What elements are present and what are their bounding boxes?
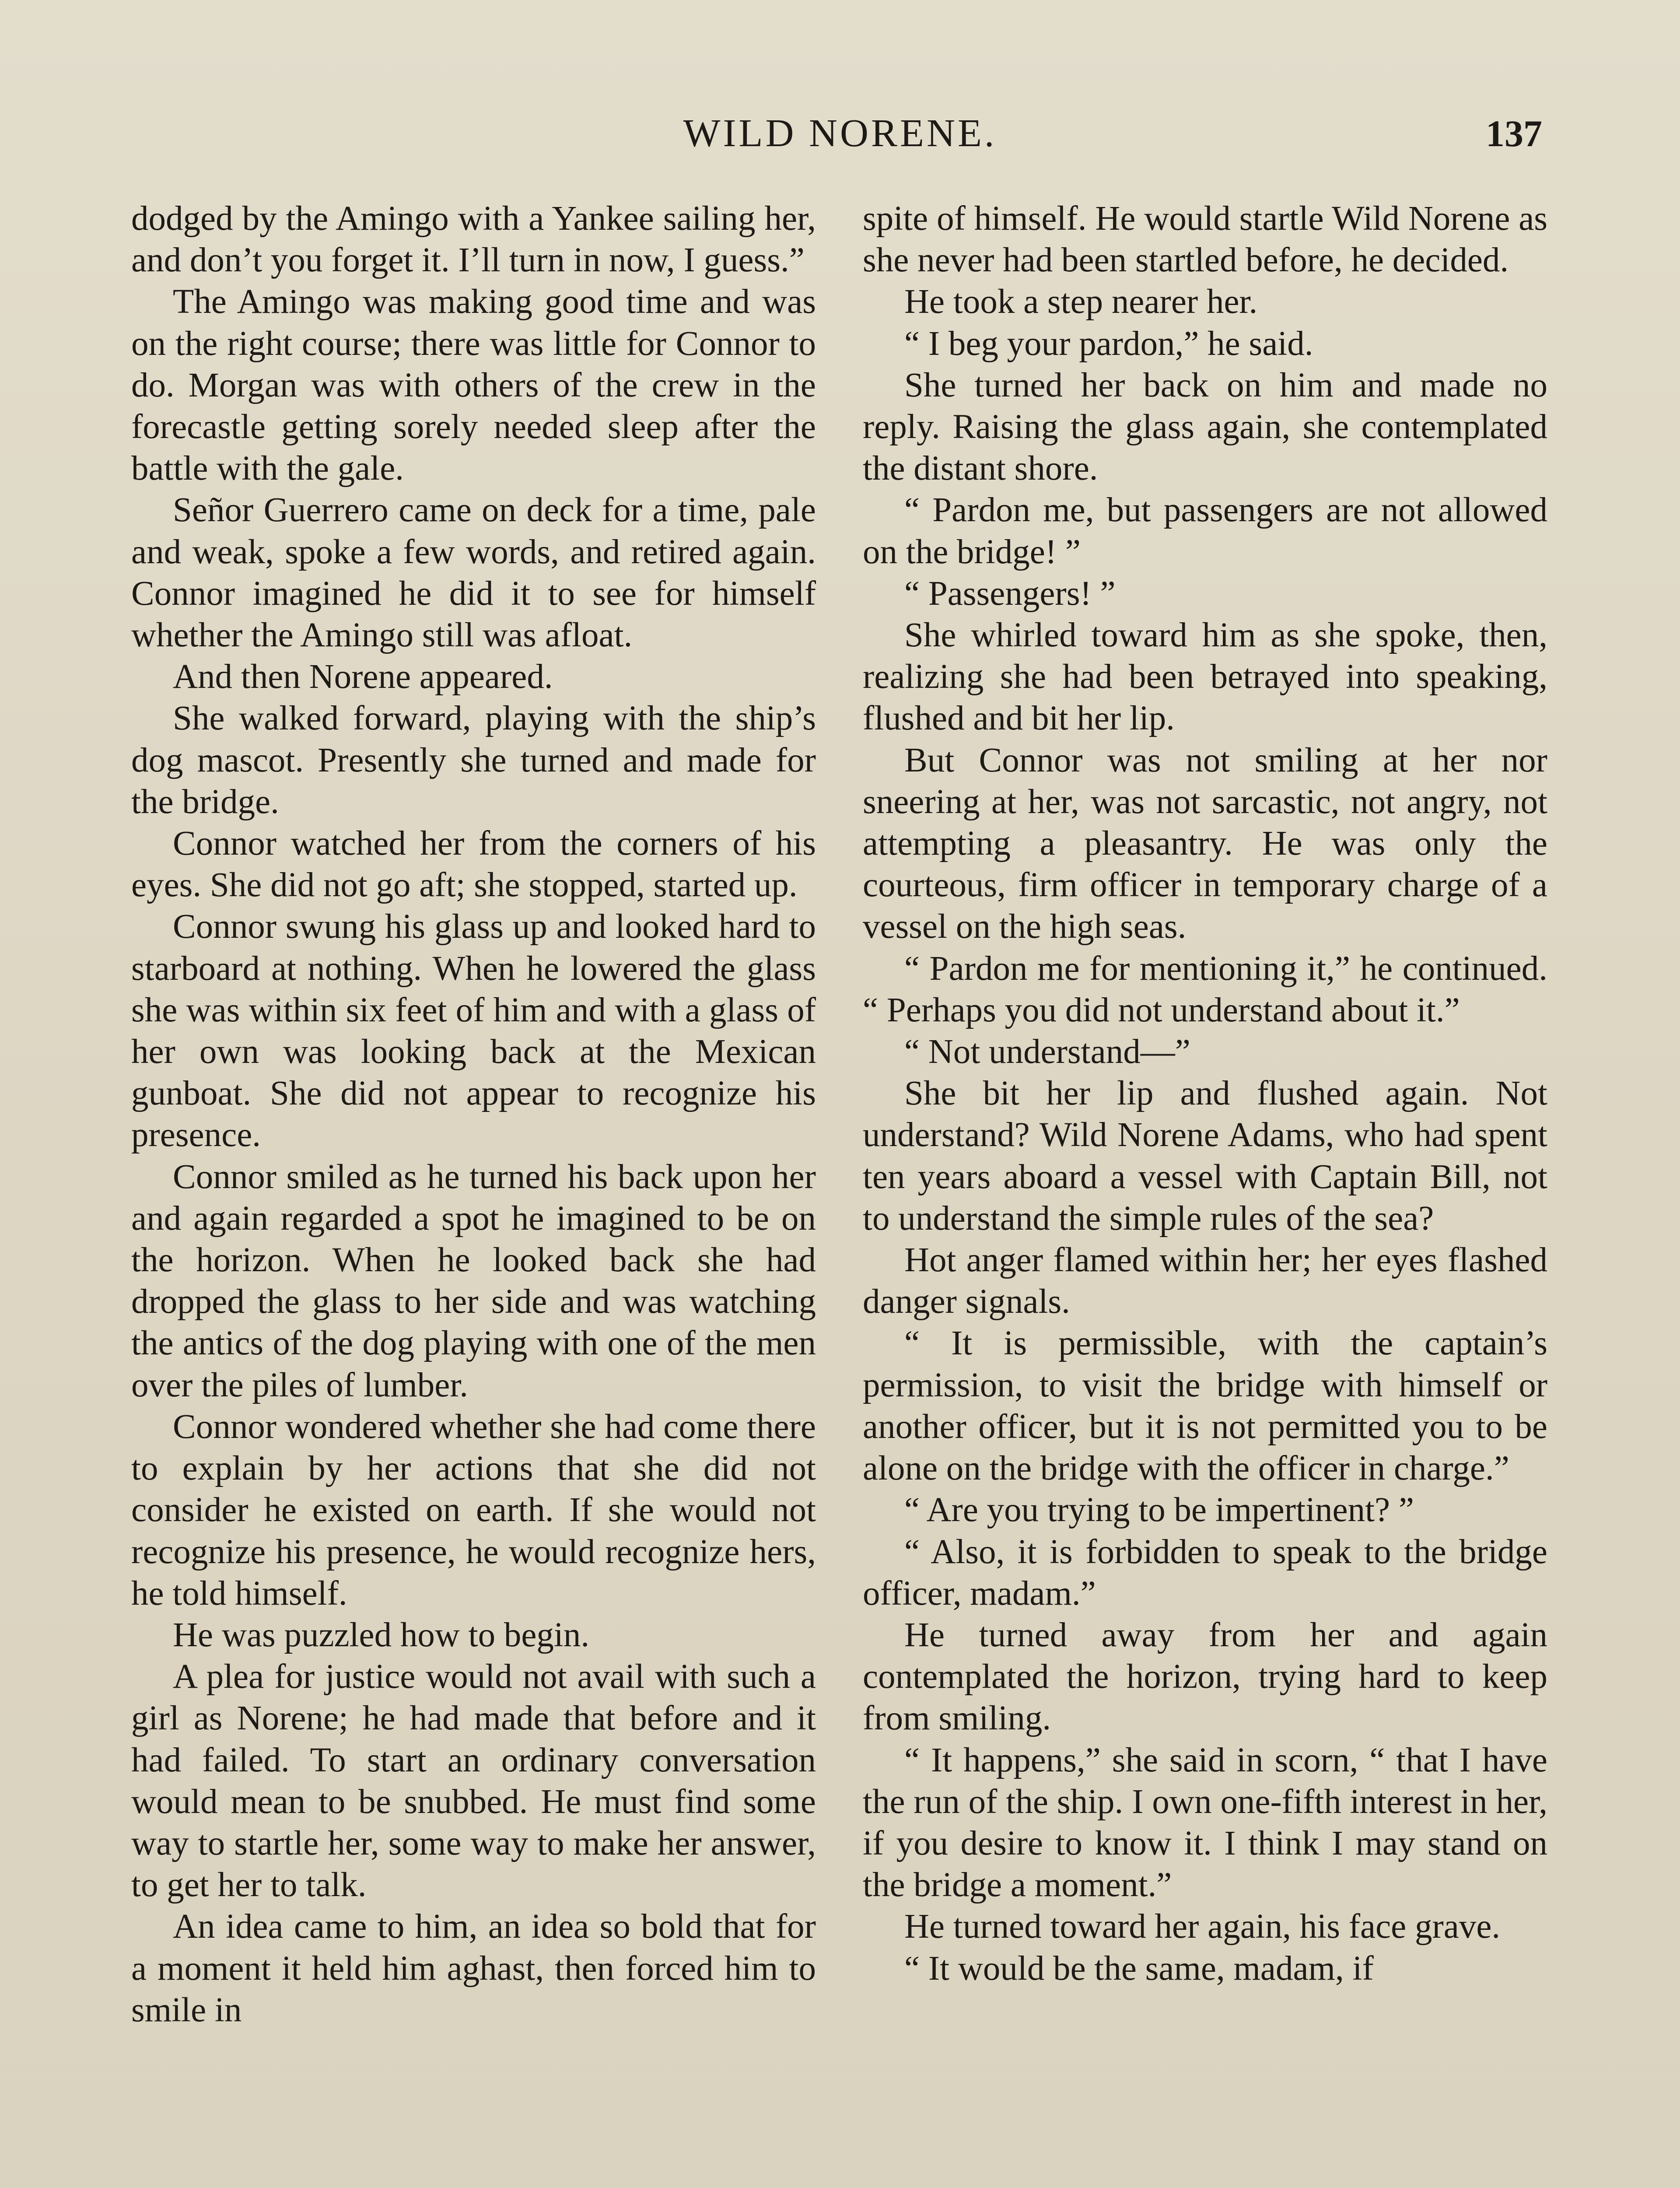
paragraph: He took a step nearer her. [904, 283, 1258, 321]
paragraph: “ I beg your pardon,” he said. [904, 324, 1313, 363]
paragraph: He was puzzled how to begin. [173, 1616, 590, 1654]
paragraph: She turned her back on him and made no reply. Raising the glass again, she contemplated the distant shore. [863, 366, 1547, 488]
paragraph: “ Are you trying to be impertinent? ” [904, 1491, 1414, 1529]
page-number: 137 [1486, 112, 1542, 154]
left-text-column [131, 198, 816, 2031]
paragraph: “ It would be the same, madam, if [904, 1949, 1374, 1988]
running-header-title: WILD NORENE. [683, 112, 997, 155]
paragraph: Hot anger flamed within her; her eyes flashed danger signals. [863, 1241, 1547, 1321]
paragraph: The Amingo was making good time and was on the right course; there was little for Connor to do. Morgan was with others of the crew in the forecastle getting sorely needed sleep after the battle with the gale. [131, 283, 816, 488]
paragraph: And then Norene appeared. [173, 658, 553, 696]
paragraph: A plea for justice would not avail with such a girl as Norene; he had made that before and it had failed. To start an ordinary conversation would mean to be snubbed. He must find some way to startle her, some way to make her answer, to get her to talk. [131, 1658, 816, 1904]
paragraph: “ Also, it is forbidden to speak to the bridge officer, madam.” [863, 1532, 1547, 1613]
continued-paragraph: dodged by the Amingo with a Yankee sailing her, and don’t you forget it. I’ll turn in now, I guess.” [131, 200, 816, 280]
paragraph: He turned toward her again, his face grave. [904, 1907, 1501, 1946]
paragraph: An idea came to him, an idea so bold that for a moment it held him aghast, then forced him to smile in [131, 1907, 816, 2029]
paragraph: “ Not understand—” [904, 1033, 1190, 1071]
paragraph: He turned away from her and again contemplated the horizon, trying hard to keep from smiling. [863, 1616, 1547, 1738]
paragraph: Connor smiled as he turned his back upon her and again regarded a spot he imagined to be on the horizon. When he looked back she had dropped the glass to her side and was watching the antics of the dog playing with one of the men over the piles of lumber. [131, 1157, 816, 1404]
paragraph: Connor watched her from the corners of his eyes. She did not go aft; she stopped, started up. [131, 824, 816, 905]
paragraph: But Connor was not smiling at her nor sneering at her, was not sarcastic, not angry, not attempting a pleasantry. He was only the courteous, firm officer in temporary charge of a vessel on the high seas. [863, 741, 1547, 946]
paragraph: She whirled toward him as she spoke, then, realizing she had been betrayed into speaking, flushed and bit her lip. [863, 616, 1547, 738]
paragraph: Señor Guerrero came on deck for a time, pale and weak, spoke a few words, and retired again. Connor imagined he did it to see for himself whether the Amingo still was afloat. [131, 491, 816, 655]
paragraph: Connor swung his glass up and looked hard to starboard at nothing. When he lowered the glass she was within six feet of him and with a glass of her own was looking back at the Mexican gunboat. She did not appear to recognize his presence. [131, 908, 816, 1154]
paragraph: “ It happens,” she said in scorn, “ that I have the run of the ship. I own one-fifth interest in her, if you desire to know it. I think I may stand on the bridge a moment.” [863, 1741, 1547, 1904]
paragraph: “ Passengers! ” [904, 574, 1116, 613]
paragraph: “ It is permissible, with the captain’s permission, to visit the bridge with himself or another officer, but it is not permitted you to be alone on the bridge with the officer in charge.” [863, 1324, 1547, 1488]
continued-paragraph: spite of himself. He would startle Wild Norene as she never had been startled before, he decided. [863, 200, 1547, 280]
paragraph: She walked forward, playing with the ship’s dog mascot. Presently she turned and made for the bridge. [131, 699, 816, 821]
paragraph: “ Pardon me for mentioning it,” he continued. “ Perhaps you did not understand about it.” [863, 949, 1547, 1029]
paragraph: “ Pardon me, but passengers are not allowed on the bridge! ” [863, 491, 1547, 571]
right-text-column [863, 198, 1547, 1989]
paragraph: Connor wondered whether she had come there to explain by her actions that she did not consider he existed on earth. If she would not recognize his presence, he would recognize hers, he told himself. [131, 1407, 816, 1613]
paragraph: She bit her lip and flushed again. Not understand? Wild Norene Adams, who had spent ten years aboard a vessel with Captain Bill, not to understand the simple rules of the sea? [863, 1074, 1547, 1238]
